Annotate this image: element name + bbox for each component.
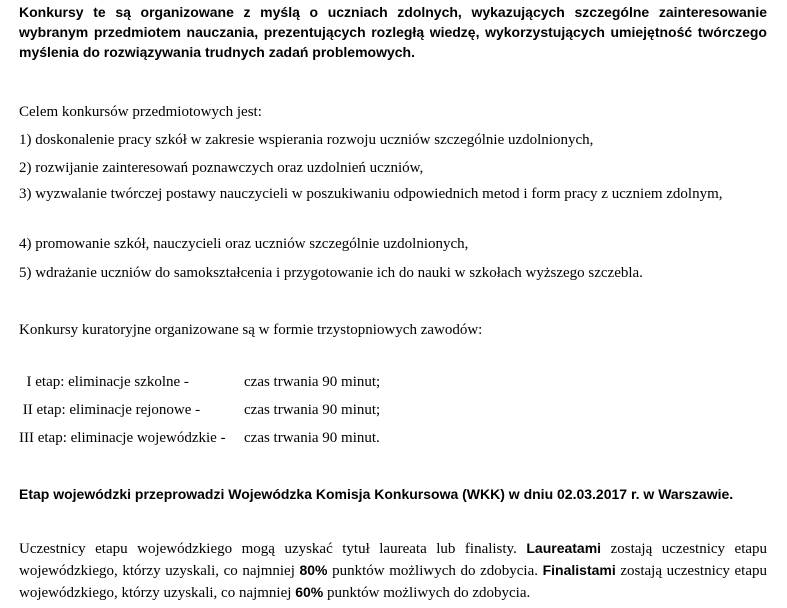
stage-row (19, 400, 380, 420)
final-text: zostają uczestnicy etapu wojewódzkiego, którzy uzyskali, co najmniej (19, 541, 768, 579)
goal-item: 2) rozwijanie zainteresowań poznawczych oraz uzdolnień uczniów, (19, 160, 424, 176)
goal-item: 3) wyzwalanie twórczej postawy nauczycieli w poszukiwaniu odpowiednich metod i form pracy z uczniem zdolnym, (19, 186, 723, 202)
finalists-label: Finalistami (542, 562, 616, 578)
stage-name: II etap: eliminacje rejonowe - (19, 402, 201, 418)
goal-item: 4) promowanie szkół, nauczycieli oraz uczniów szczególnie uzdolnionych, (19, 236, 469, 252)
intro-paragraph: Konkursy te są organizowane z myślą o uczniach zdolnych, wykazujących szczególne zainteresowanie wybranym przedmiotem nauczania, prezentujących rozległą wiedzę, wykorzystujących umiejętność twórczego myślenia do rozwiązywania trudnych zadań problemowych. (19, 4, 767, 60)
wkk-note: Etap wojewódzki przeprowadzi Wojewódzka Komisja Konkursowa (WKK) w dniu 02.03.2017 r. w Warszawie. (19, 486, 734, 502)
laureates-label: Laureatami (526, 540, 602, 556)
final-paragraph (19, 538, 767, 604)
stage-name: I etap: eliminacje szkolne - (19, 374, 189, 390)
goals-heading: Celem konkursów przedmiotowych jest: (19, 104, 262, 120)
goal-item: 1) doskonalenie pracy szkół w zakresie wspierania rozwoju uczniów szczególnie uzdolnionych, (19, 132, 594, 148)
stage-duration: czas trwania 90 minut. (244, 430, 380, 446)
final-text: Uczestnicy etapu wojewódzkiego mogą uzyskać tytuł laureata lub finalisty. (19, 541, 517, 557)
laureates-threshold: 80% (299, 562, 328, 578)
final-text: zostają uczestnicy etapu wojewódzkiego, którzy uzyskali, co najmniej (19, 563, 767, 601)
stages-heading: Konkursy kuratoryjne organizowane są w formie trzystopniowych zawodów: (19, 322, 483, 338)
stage-duration: czas trwania 90 minut; (244, 402, 381, 418)
stage-name: III etap: eliminacje wojewódzkie - (19, 430, 226, 446)
goal-item: 5) wdrażanie uczniów do samokształcenia i przygotowanie ich do nauki w szkołach wyższego szczebla. (19, 265, 643, 281)
stage-duration: czas trwania 90 minut; (244, 374, 381, 390)
final-text: punktów możliwych do zdobycia. (332, 563, 538, 579)
final-text: punktów możliwych do zdobycia. (326, 585, 531, 601)
finalists-threshold: 60% (295, 584, 324, 600)
stage-row (19, 428, 380, 448)
stage-row (19, 372, 380, 392)
